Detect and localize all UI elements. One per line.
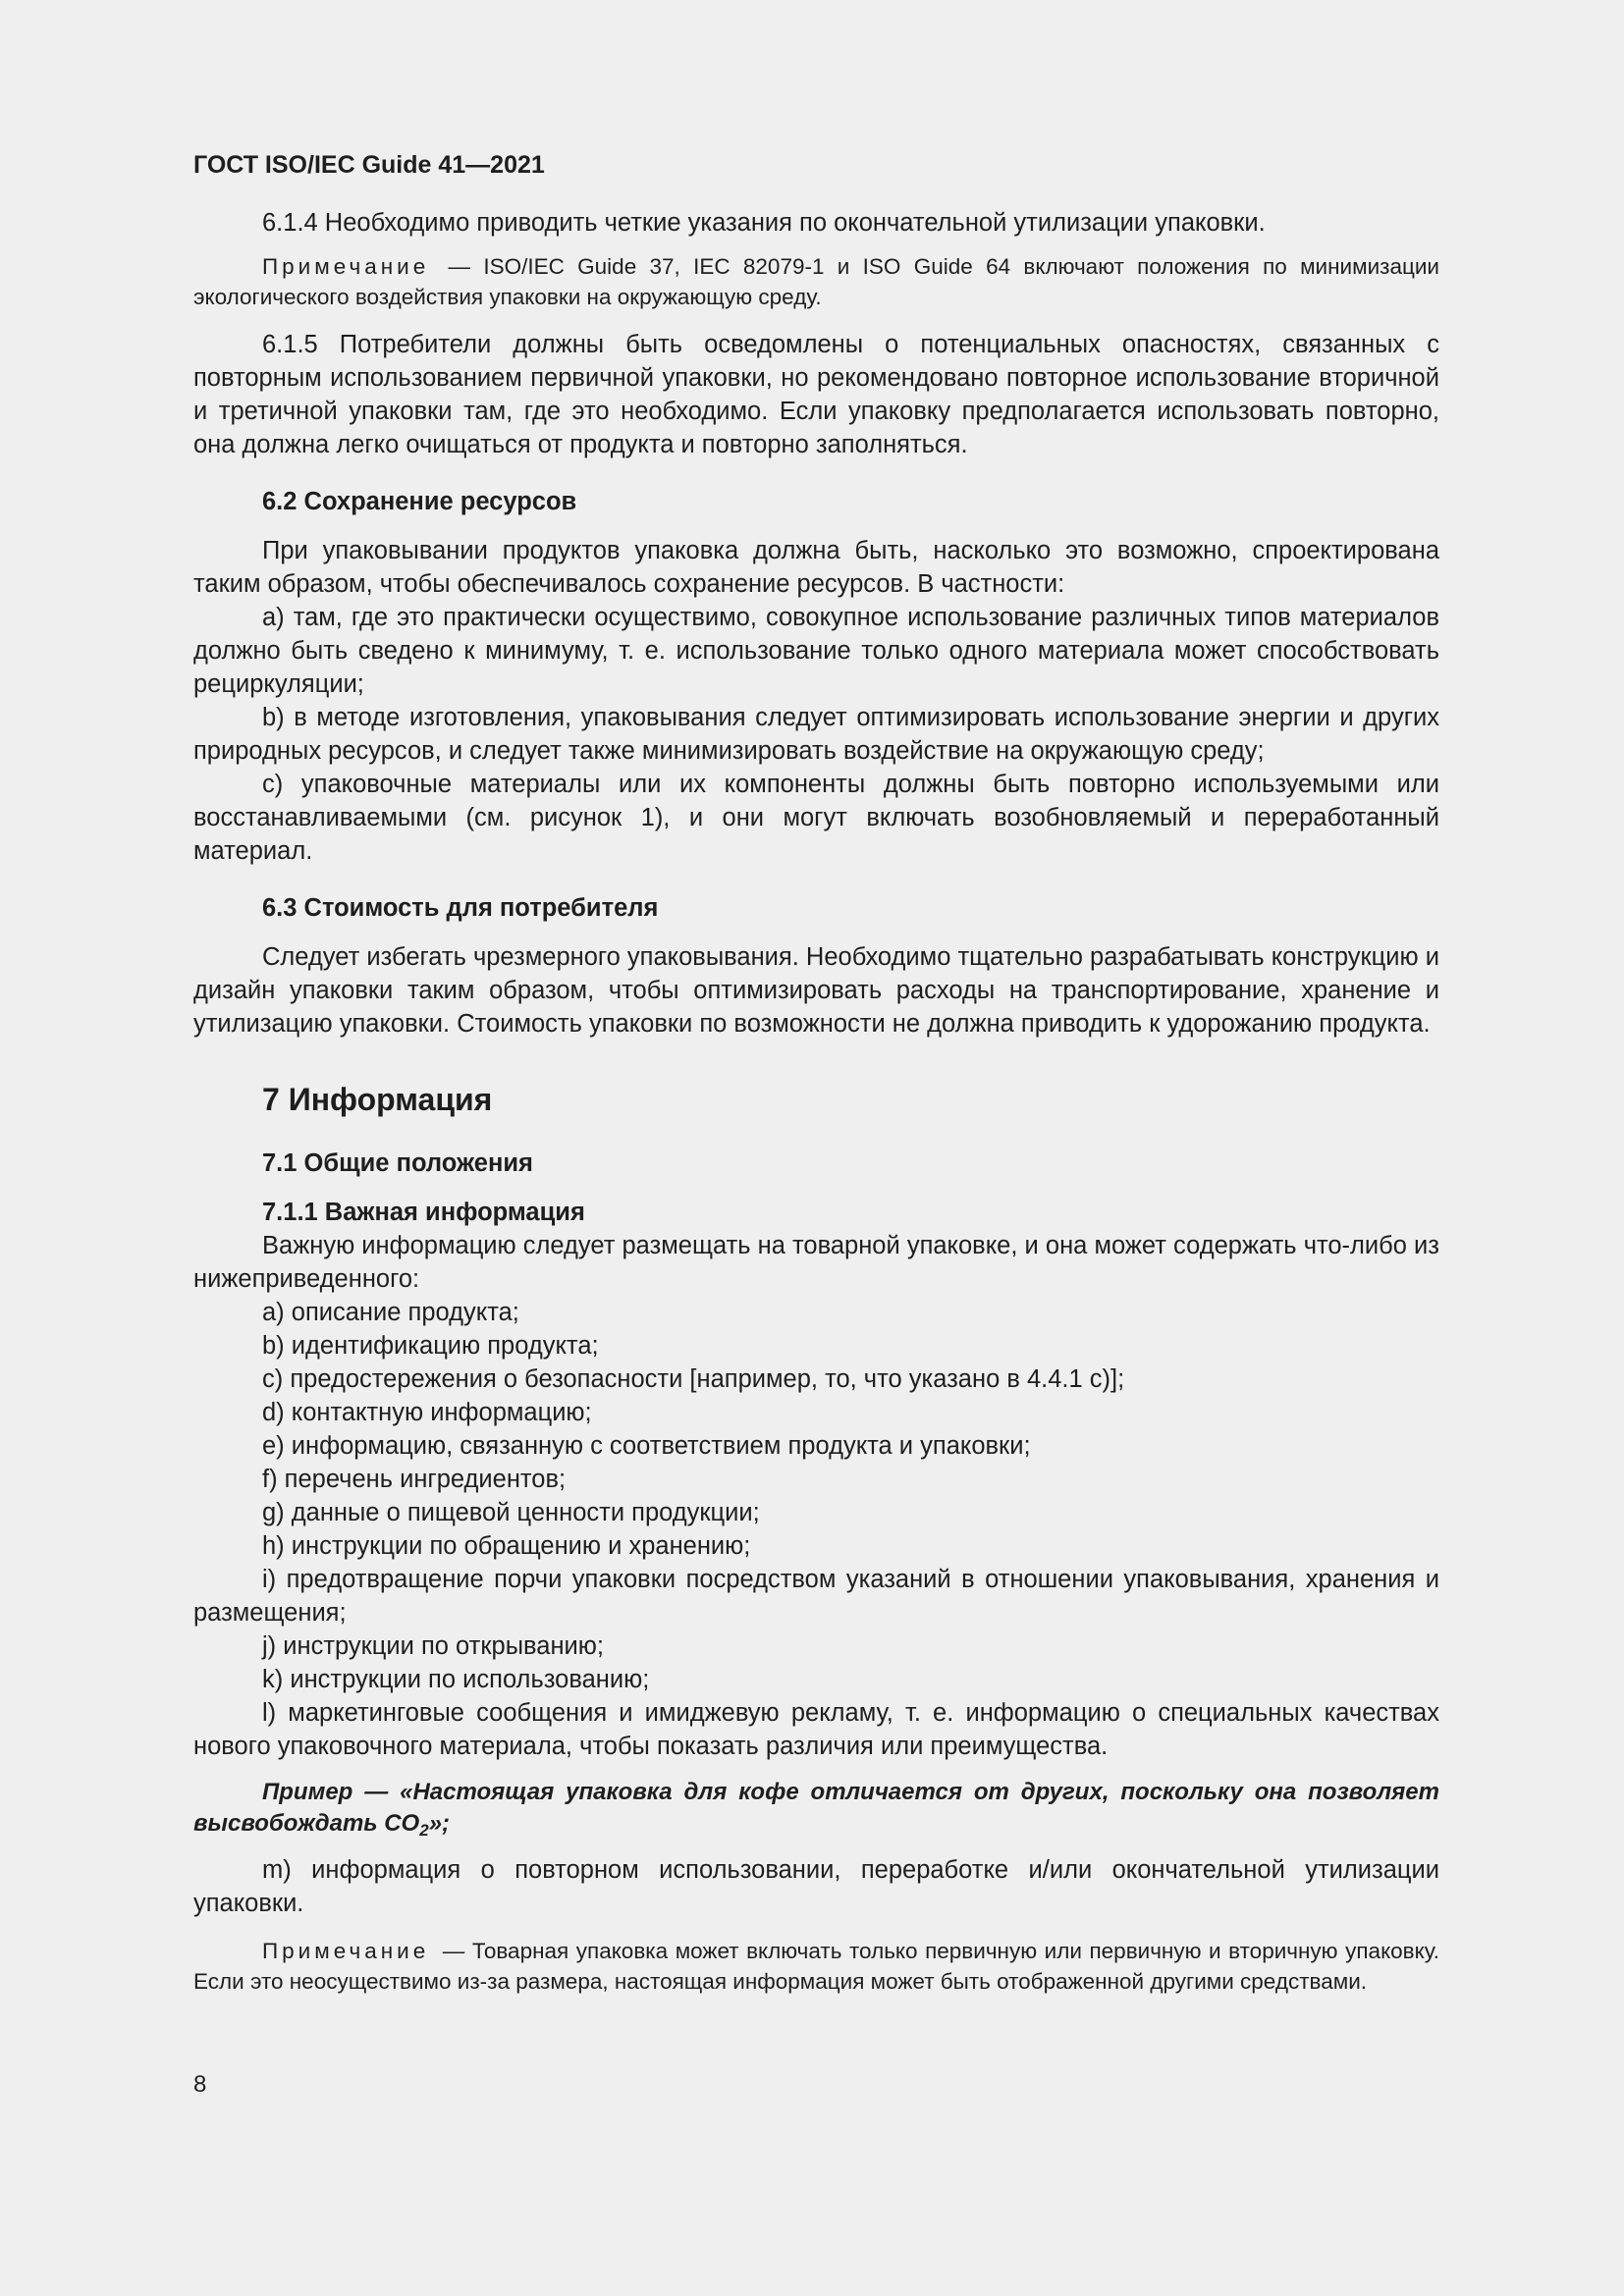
list-item: l) маркетинговые сообщения и имиджевую рекламу, т. е. информацию о специальных качествах нового упаковочного материала, чтобы показать различия или преимущества.	[193, 1699, 1439, 1760]
note-label: Примечание	[262, 1939, 430, 1963]
example-tail: »;	[428, 1810, 451, 1837]
note-1	[193, 251, 1439, 312]
list-item: a) там, где это практически осуществимо, совокупное использование различных типов материалов должно быть сведено к минимуму, т. е. использование только одного материала может способствовать рециркуляции;	[193, 604, 1439, 698]
clause-6-2-intro: При упаковывании продуктов упаковка должна быть, насколько это возможно, спроектирована таким образом, чтобы обеспечивалось сохранение ресурсов. В частности:	[193, 537, 1439, 598]
heading-7-1-1: 7.1.1 Важная информация	[262, 1199, 585, 1226]
example-subscript: 2	[419, 1821, 429, 1840]
list-item: b) идентификацию продукта;	[262, 1332, 599, 1360]
heading-6-2: 6.2 Сохранение ресурсов	[262, 488, 577, 515]
example-text: Пример — «Настоящая упаковка для кофе отличается от других, поскольку она позволяет высвобождать CO	[193, 1779, 1439, 1837]
note-2	[193, 1936, 1439, 1997]
heading-7: 7 Информация	[262, 1082, 493, 1117]
list-item: a) описание продукта;	[262, 1299, 519, 1326]
list-item: c) упаковочные материалы или их компоненты должны быть повторно используемыми или восстанавливаемыми (см. рисунок 1), и они могут включать возобновляемый и переработанный материал.	[193, 771, 1439, 865]
list-item: j) инструкции по открыванию;	[262, 1632, 604, 1660]
page-number: 8	[193, 2071, 207, 2098]
heading-6-3: 6.3 Стоимость для потребителя	[262, 894, 659, 922]
clause-7-1-1-intro: Важную информацию следует размещать на товарной упаковке, и она может содержать что-либо из нижеприведенного:	[193, 1232, 1439, 1293]
note-text: — ISO/IEC Guide 37, IEC 82079-1 и ISO Guide 64 включают положения по минимизации экологического воздействия упаковки на окружающую среду.	[193, 254, 1439, 309]
list-item: i) предотвращение порчи упаковки посредством указаний в отношении упаковывания, хранения и размещения;	[193, 1566, 1439, 1627]
list-item: g) данные о пищевой ценности продукции;	[262, 1499, 760, 1526]
list-item: e) информацию, связанную с соответствием продукта и упаковки;	[262, 1432, 1031, 1460]
clause-6-1-5: 6.1.5 Потребители должны быть осведомлены о потенциальных опасностях, связанных с повторным использованием первичной упаковки, но рекомендовано повторное использование вторичной и третичной упаковки там, где это необходимо. Если упаковку предполагается использовать повторно, она должна легко очищаться от продукта и повторно заполняться.	[193, 331, 1439, 458]
list-item: d) контактную информацию;	[262, 1399, 592, 1426]
list-item-m: m) информация о повторном использовании, переработке и/или окончательной утилизации упаковки.	[193, 1856, 1439, 1917]
heading-7-1: 7.1 Общие положения	[262, 1149, 533, 1177]
clause-6-1-4: 6.1.4 Необходимо приводить четкие указания по окончательной утилизации упаковки.	[262, 209, 1266, 237]
note-label: Примечание	[262, 254, 430, 279]
list-item: c) предостережения о безопасности [например, то, что указано в 4.4.1 c)];	[262, 1365, 1125, 1393]
clause-6-3-text: Следует избегать чрезмерного упаковывания. Необходимо тщательно разрабатывать конструкцию и дизайн упаковки таким образом, чтобы оптимизировать расходы на транспортирование, хранение и утилизацию упаковки. Стоимость упаковки по возможности не должна приводить к удорожанию продукта.	[193, 943, 1439, 1038]
example-block	[193, 1777, 1439, 1840]
list-item: h) инструкции по обращению и хранению;	[262, 1532, 751, 1560]
list-item: b) в методе изготовления, упаковывания следует оптимизировать использование энергии и других природных ресурсов, и следует также минимизировать воздействие на окружающую среду;	[193, 704, 1439, 765]
list-item: f) перечень ингредиентов;	[262, 1466, 567, 1493]
list-item: k) инструкции по использованию;	[262, 1666, 650, 1693]
note-text: — Товарная упаковка может включать только первичную или первичную и вторичную упаковку. Если это неосуществимо из-за размера, настоящая информация может быть отображенной другими средствами.	[193, 1939, 1439, 1994]
document-header: ГОСТ ISO/IEC Guide 41—2021	[193, 151, 545, 179]
